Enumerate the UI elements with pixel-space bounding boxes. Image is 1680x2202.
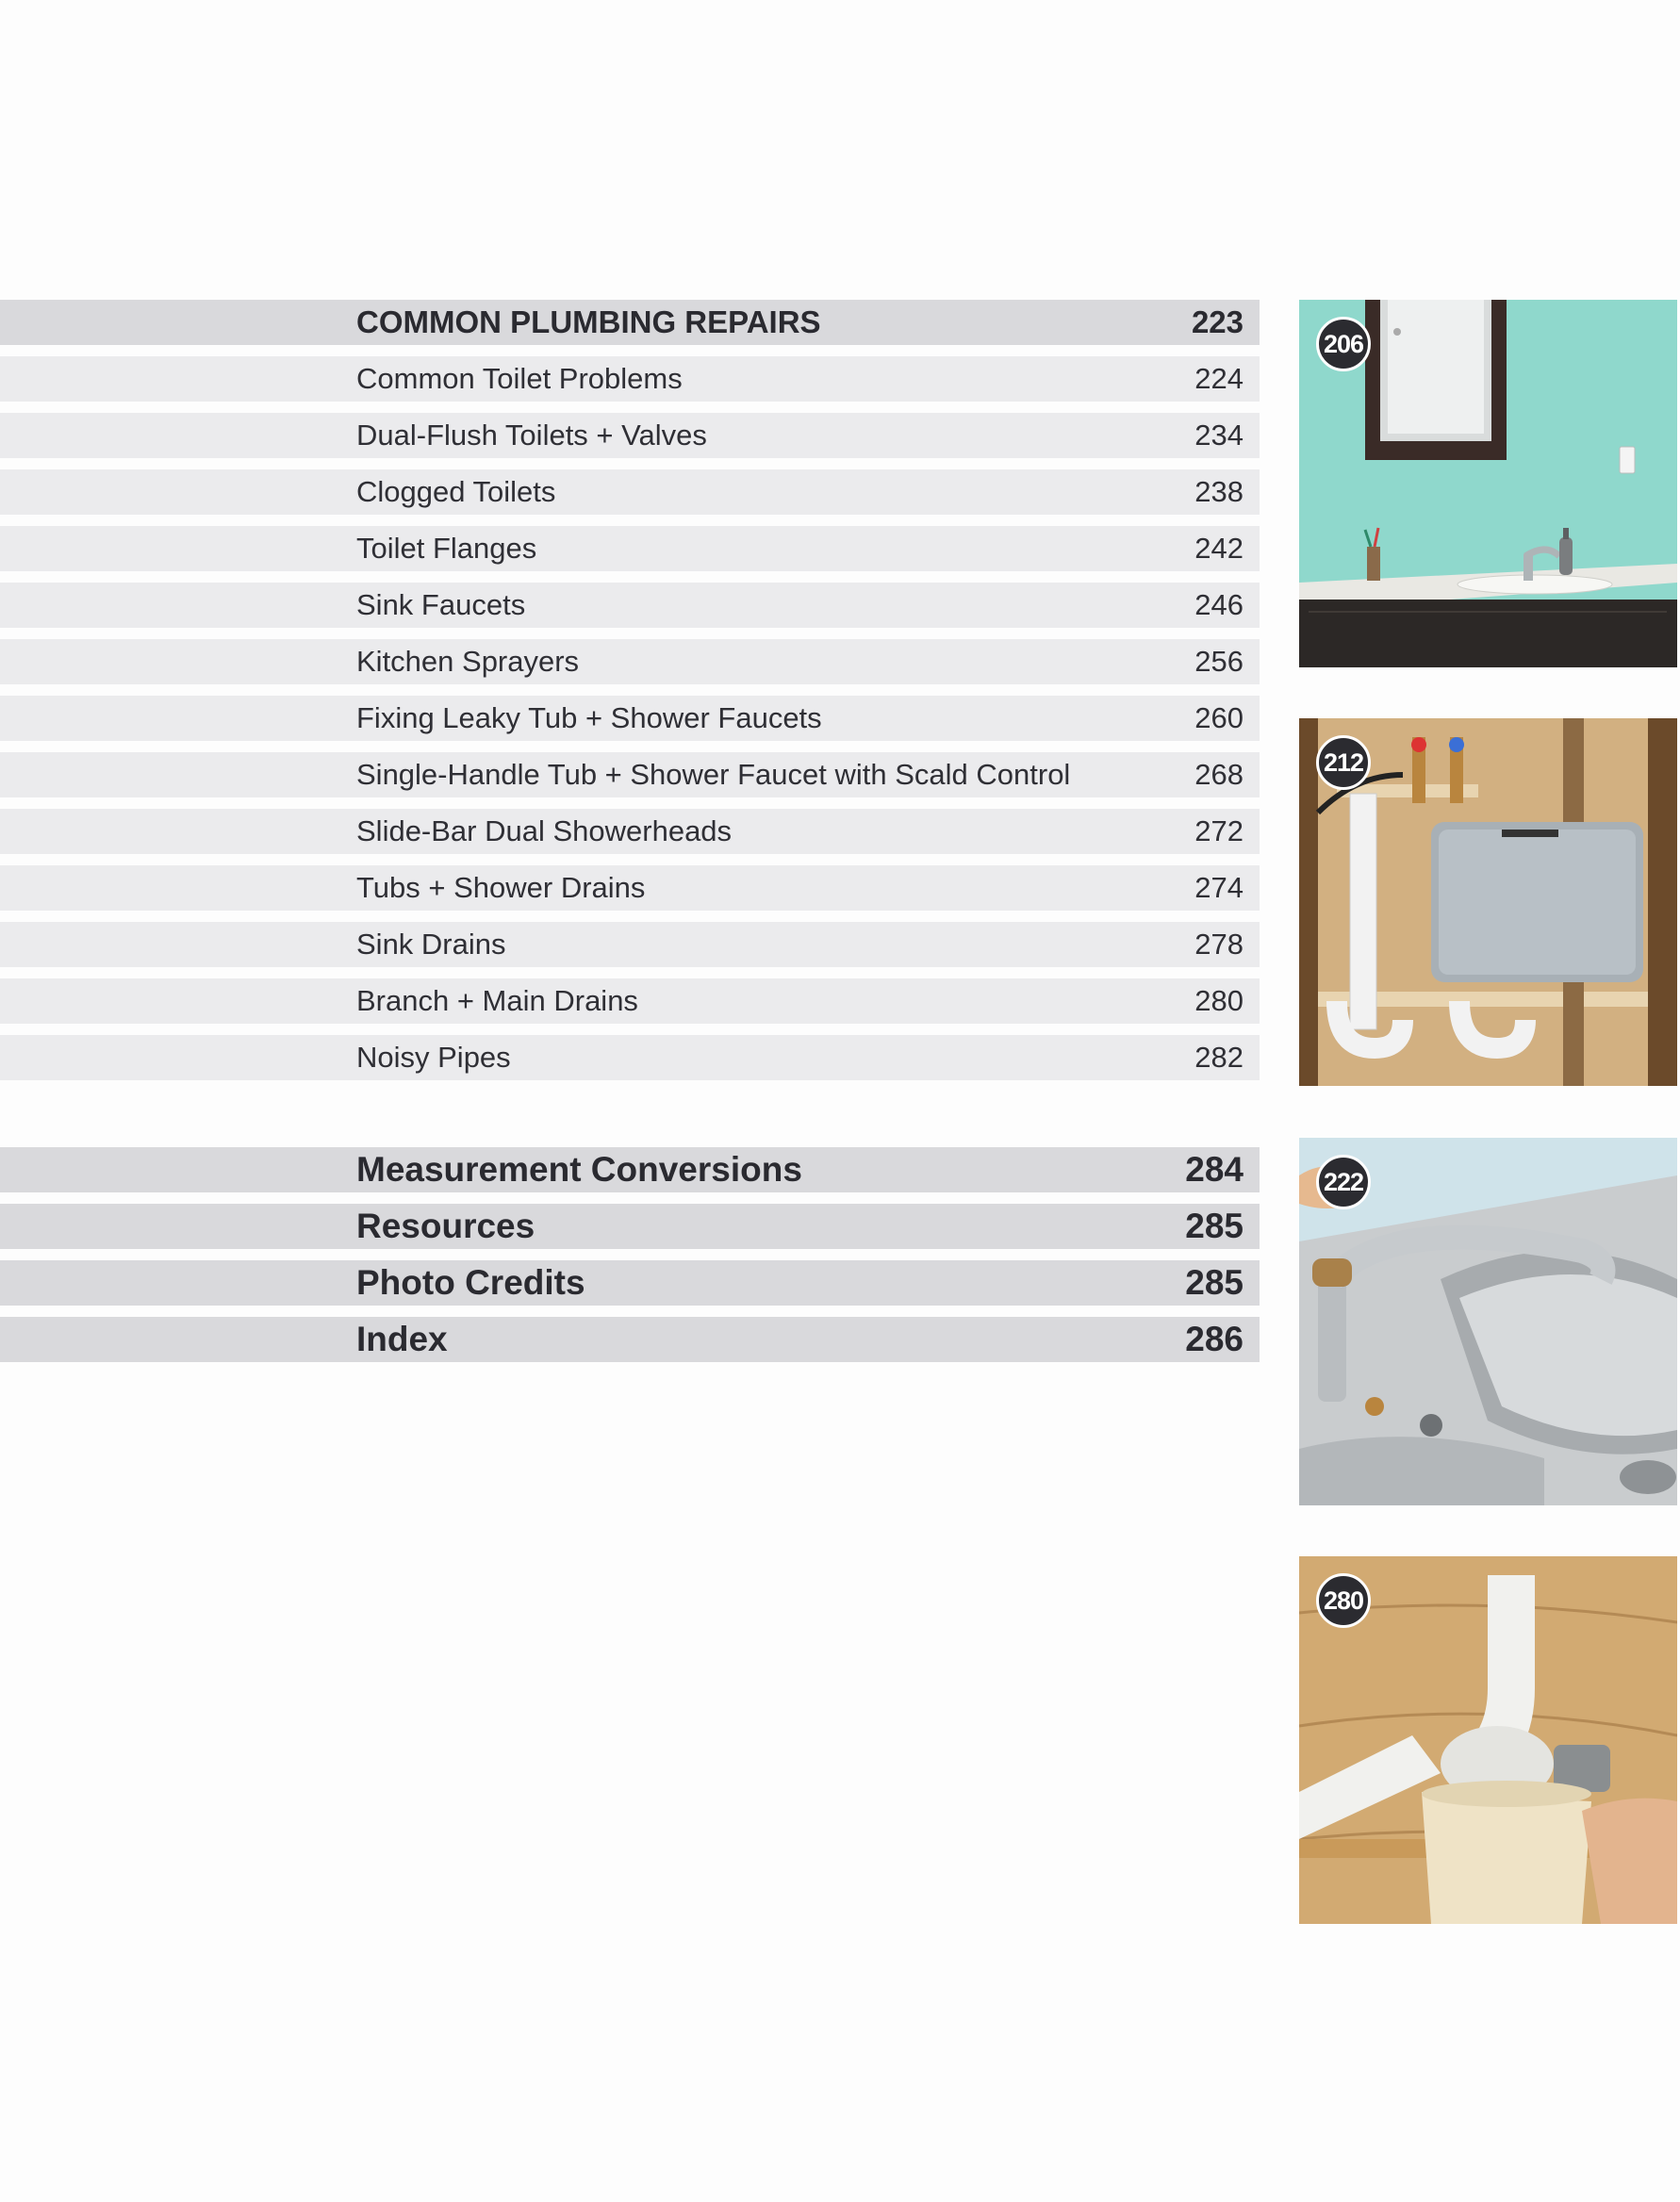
photo-bathroom-vanity <box>1299 300 1677 667</box>
toc-back-matter-label: Index <box>356 1320 448 1358</box>
toc-entry-label: Dual-Flush Toilets + Valves <box>356 419 707 452</box>
toc-entry-label: Slide-Bar Dual Showerheads <box>356 814 733 847</box>
toc-entry-label: Tubs + Shower Drains <box>356 871 646 904</box>
toc-section-header[interactable] <box>0 300 1260 345</box>
toc-back-matter-page: 286 <box>1185 1320 1244 1358</box>
toc-entry[interactable] <box>0 696 1260 741</box>
toc-back-matter-item[interactable] <box>0 1204 1260 1249</box>
toc-entry[interactable] <box>0 809 1260 854</box>
toc-entry[interactable] <box>0 413 1260 458</box>
page-badge: 222 <box>1316 1155 1371 1209</box>
toc-back-matter-item[interactable] <box>0 1147 1260 1192</box>
toc-entry-label: Sink Drains <box>356 928 506 961</box>
toc-entry-label: Common Toilet Problems <box>356 362 683 395</box>
toc-entry-page: 234 <box>1194 419 1244 452</box>
toc-entry[interactable] <box>0 978 1260 1024</box>
toc-entry[interactable] <box>0 922 1260 967</box>
toc-entry[interactable] <box>0 526 1260 571</box>
toc-entry-page: 278 <box>1194 928 1244 961</box>
toc-entry-page: 272 <box>1194 814 1244 847</box>
photo-kitchen-faucet <box>1299 1138 1677 1505</box>
toc-entry-page: 282 <box>1194 1041 1244 1074</box>
photo-drain-pipe <box>1299 1556 1677 1924</box>
toc-entry-page: 242 <box>1194 532 1244 565</box>
page-badge: 206 <box>1316 317 1371 371</box>
toc-back-matter-page: 285 <box>1185 1263 1244 1302</box>
toc-entry[interactable] <box>0 865 1260 911</box>
page-badge: 280 <box>1316 1573 1371 1628</box>
toc-entry-page: 268 <box>1194 758 1244 791</box>
page-badge: 212 <box>1316 735 1371 790</box>
toc-entry[interactable] <box>0 469 1260 515</box>
toc-entry[interactable] <box>0 1035 1260 1080</box>
toc-entry-page: 274 <box>1194 871 1244 904</box>
toc-entry-page: 280 <box>1194 984 1244 1017</box>
toc-entry[interactable] <box>0 583 1260 628</box>
toc-entry-page: 260 <box>1194 701 1244 734</box>
toc-entry-label: Single-Handle Tub + Shower Faucet with Scald Control <box>356 758 1071 791</box>
toc-back-matter-label: Photo Credits <box>356 1263 585 1302</box>
toc-entry[interactable] <box>0 752 1260 797</box>
toc-back-matter-label: Measurement Conversions <box>356 1150 802 1189</box>
toc-entry-page: 238 <box>1194 475 1244 508</box>
toc-entry-label: Fixing Leaky Tub + Shower Faucets <box>356 701 822 734</box>
toc-entry-label: Noisy Pipes <box>356 1041 511 1074</box>
toc-entry-label: Sink Faucets <box>356 588 526 621</box>
toc-section-title: COMMON PLUMBING REPAIRS <box>356 304 821 339</box>
toc-entry-label: Branch + Main Drains <box>356 984 638 1017</box>
toc-back-matter-item[interactable] <box>0 1260 1260 1306</box>
photo-toilet-carrier <box>1299 718 1677 1086</box>
toc-back-matter-page: 285 <box>1185 1207 1244 1245</box>
toc-entry-label: Kitchen Sprayers <box>356 645 580 678</box>
toc-entry-label: Toilet Flanges <box>356 532 537 565</box>
toc-entry-label: Clogged Toilets <box>356 475 556 508</box>
toc-back-matter-page: 284 <box>1185 1150 1244 1189</box>
toc-back-matter-label: Resources <box>356 1207 535 1245</box>
toc-entry[interactable] <box>0 639 1260 684</box>
toc-entry-page: 224 <box>1194 362 1244 395</box>
toc-back-matter-item[interactable] <box>0 1317 1260 1362</box>
toc-entry[interactable] <box>0 356 1260 402</box>
toc-entry-page: 246 <box>1194 588 1244 621</box>
toc-section-page: 223 <box>1191 304 1244 339</box>
toc-entry-page: 256 <box>1194 645 1244 678</box>
